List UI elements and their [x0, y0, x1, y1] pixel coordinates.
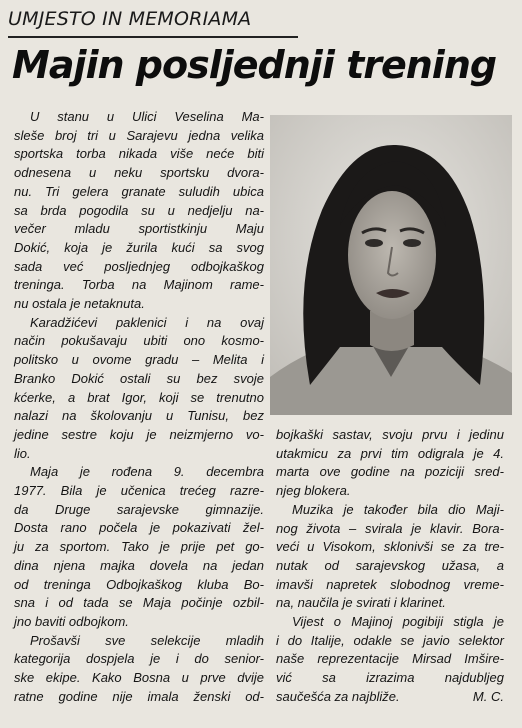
article-line: U stanu u Ulici Veselina Ma-	[30, 109, 264, 124]
article-line: jedine sestre koju je neizmjerno vo-	[14, 426, 264, 442]
article-line: saučešća za najbliže.	[276, 688, 400, 704]
article-line: veći u Visokom, sklonivši se za tre-	[276, 539, 504, 555]
article-line: Dokić, koja je žurila kući sa svog	[14, 239, 264, 255]
article-left-column	[14, 108, 264, 707]
article-line: nog života – svirala je klavir. Bora-	[276, 520, 504, 536]
article-line: kategorija dospjela je i do senior-	[14, 651, 264, 667]
article-line: ske ekipe. Kako Bosna u prve dvije	[14, 670, 264, 686]
article-line: naše reprezentacije Mirsad Imšire-	[276, 651, 504, 667]
article-line: od treninga Odbojkaškog kluba Bo-	[14, 576, 264, 592]
article-line: treninga. Torba na Majinom rame-	[14, 277, 264, 293]
article-line: i do Italije, odakle se javio selektor	[276, 632, 504, 648]
article-line: ratne godine nije imala ženski od-	[14, 688, 264, 704]
article-line: da Druge sarajevske gimnazije.	[14, 501, 264, 517]
article-line: na, naučila je svirati i klarinet.	[276, 595, 446, 611]
article-line: sada već posljednjeg odbojkaškog	[14, 258, 264, 274]
article-line: bojkaški sastav, svoju prvu i jedinu	[276, 427, 504, 442]
article-line: Muzika je također bila dio Maji-	[292, 501, 504, 517]
article-line: Vijest o Majinoj pogibiji stigla je	[292, 614, 504, 630]
article-line: Branko Dokić ostali su bez svoje	[14, 370, 264, 386]
article-line: sleše broj tri u Sarajevu jedna velika	[14, 127, 264, 143]
article-line: večer mladu sportistkinju Maju	[14, 221, 264, 237]
article-right-column	[276, 426, 504, 707]
article-line: Prošavši sve selekcije mladih	[30, 632, 264, 648]
article-line: vić sa izrazima najdubljeg	[276, 670, 504, 686]
article-line: nalazi na školovanju u Tunisu, bez	[14, 408, 264, 424]
article-line: odnesena u neku sportsku dvora-	[14, 165, 264, 181]
article-line: njeg blokera.	[276, 483, 351, 499]
article-line: imavši napretek slobodnog vreme-	[276, 576, 504, 592]
article-line: marta ove godine na poziciji sred-	[276, 464, 504, 480]
article-line: sa brda pogodila su u nedjelju na-	[14, 202, 264, 218]
section-rule	[8, 36, 298, 38]
article-line: Karadžićevi paklenici i na ovaj	[30, 314, 264, 330]
article-line: 1977. Bila je učenica trećeg razre-	[14, 483, 264, 499]
article-line: nu. Tri gelera granate suludih ubica	[14, 183, 264, 199]
article-line: način pokušavaju ubiti ono kosmo-	[14, 333, 264, 349]
portrait-photo	[270, 115, 512, 415]
article-line: sna i od tada se Maja počinje ozbil-	[14, 595, 264, 611]
article-line: sportska torba nikada više neće biti	[14, 146, 264, 162]
article-line: utakmicu za prvi tim odigrala je 4.	[276, 445, 504, 461]
article-line: lio.	[14, 445, 31, 461]
article-line: nutak od sarajevskog užasa, a	[276, 557, 504, 573]
article-line: Maja je rođena 9. decembra	[30, 464, 264, 480]
article-line: dina njena majka dovela na jedan	[14, 557, 264, 573]
article-line: kćerke, a brat Igor, koji se trenutno	[14, 389, 264, 405]
article-line: ju za sportom. Tako je prije pet go-	[14, 539, 264, 555]
article-line: politsko u ovome gradu – Melita i	[14, 352, 264, 368]
article-line: nu ostala je netaknuta.	[14, 296, 145, 312]
author-signature: M. C.	[472, 688, 504, 704]
headline: Majin posljednji trening	[12, 43, 497, 87]
article-line: Dosta rano počela je pokazivati žel-	[14, 520, 264, 536]
section-label: UMJESTO IN MEMORIAMA	[8, 8, 252, 30]
article-line: jno baviti odbojkom.	[14, 613, 129, 629]
